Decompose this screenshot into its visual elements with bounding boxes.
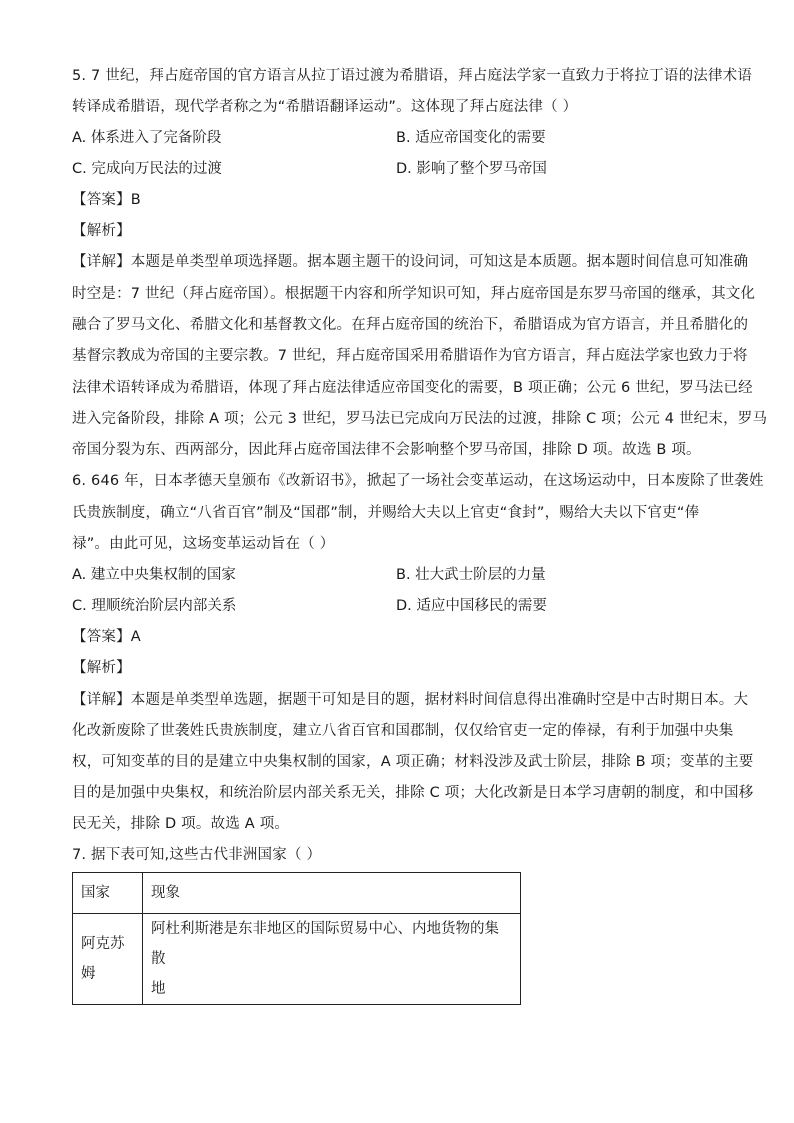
q5-option-a: A. 体系进入了完备阶段 [72,130,222,146]
q7-stem: 7. 据下表可知,这些古代非洲国家（ ） [72,847,322,863]
q5-stem-line-1: 5. 7 世纪，拜占庭帝国的官方语言从拉丁语过渡为希腊语，拜占庭法学家一直致力于将拉丁语的法律术语 [72,68,753,84]
q6-detail-line-1: 【详解】本题是单类型单选题，据题干可知是目的题，据材料时间信息得出准确时空是中古时期日本。大 [72,692,749,708]
q5-detail-line-7: 帝国分裂为东、西两部分，因此拜占庭帝国法律不会影响整个罗马帝国，排除 D 项。故选 B 项。 [72,442,701,458]
q6-detail-line-4: 目的是加强中央集权，和统治阶层内部关系无关，排除 C 项；大化改新是日本学习唐朝的制度，和中国移 [72,785,754,801]
q6-option-c: C. 理顺统治阶层内部关系 [72,598,237,614]
cell-country-line-1: 阿克苏 [81,936,125,952]
cell-phenomenon-line-2: 地 [151,981,166,997]
q6-stem-line-3: 禄”。由此可见，这场变革运动旨在（ ） [72,536,335,552]
q6-detail-line-2: 化改新废除了世袭姓氏贵族制度，建立八省百官和国郡制，仅仅给官吏一定的俸禄，有利于加强中央集 [72,723,734,739]
q6-detail-line-3: 权，可知变革的目的是建立中央集权制的国家，A 项正确；材料没涉及武士阶层，排除 B 项；变革的主要 [72,754,754,770]
table-header-row [73,873,521,914]
q6-answer: 【答案】A [72,629,141,645]
header-phenomenon: 现象 [143,873,521,914]
q5-option-d: D. 影响了整个罗马帝国 [396,161,547,177]
q5-answer: 【答案】B [72,192,141,208]
q6-option-d: D. 适应中国移民的需要 [396,598,547,614]
q5-option-b: B. 适应帝国变化的需要 [396,130,546,146]
cell-country-line-2: 姆 [81,966,96,982]
cell-phenomenon [143,914,521,1005]
q6-stem-line-1: 6. 646 年，日本孝德天皇颁布《改新诏书》，掀起了一场社会变革运动，在这场运动中，日本废除了世袭姓 [72,473,764,489]
q5-detail-line-2: 时空是：7 世纪（拜占庭帝国）。根据题干内容和所学知识可知，拜占庭帝国是东罗马帝国的继承，其文化 [72,286,756,302]
table-row [73,914,521,1005]
header-country: 国家 [73,873,143,914]
q5-stem-line-2: 转译成希腊语，现代学者称之为“希腊语翻译运动”。这体现了拜占庭法律（ ） [72,99,578,115]
cell-phenomenon-line-1: 阿杜利斯港是东非地区的国际贸易中心、内地货物的集散 [151,921,499,967]
q5-detail-line-4: 基督宗教成为帝国的主要宗教。7 世纪，拜占庭帝国采用希腊语作为官方语言，拜占庭法学家也致力于将 [72,348,748,364]
q5-detail-line-1: 【详解】本题是单类型单项选择题。据本题主题干的设问词，可知这是本质题。据本题时间信息可知准确 [72,254,749,270]
q6-analysis-label: 【解析】 [72,660,131,676]
q5-detail-line-6: 进入完备阶段，排除 A 项；公元 3 世纪，罗马法已完成向万民法的过渡，排除 C 项；公元 4 世纪末，罗马 [72,411,768,427]
q5-detail-line-3: 融合了罗马文化、希腊文化和基督教文化。在拜占庭帝国的统治下，希腊语成为官方语言，并且希腊化的 [72,317,749,333]
cell-country [73,914,143,1005]
q7-table [72,872,521,1005]
q5-option-c: C. 完成向万民法的过渡 [72,161,222,177]
q5-detail-line-5: 法律术语转译成为希腊语，体现了拜占庭法律适应帝国变化的需要，B 项正确；公元 6 世纪，罗马法已经 [72,380,753,396]
q6-detail-line-5: 民无关，排除 D 项。故选 A 项。 [72,816,290,832]
q6-stem-line-2: 氏贵族制度，确立“八省百官”制及“国郡”制，并赐给大夫以上官吏“食封”，赐给大夫以下官吏“俸 [72,505,700,521]
q6-option-b: B. 壮大武士阶层的力量 [396,567,546,583]
q6-option-a: A. 建立中央集权制的国家 [72,567,236,583]
q5-analysis-label: 【解析】 [72,223,131,239]
